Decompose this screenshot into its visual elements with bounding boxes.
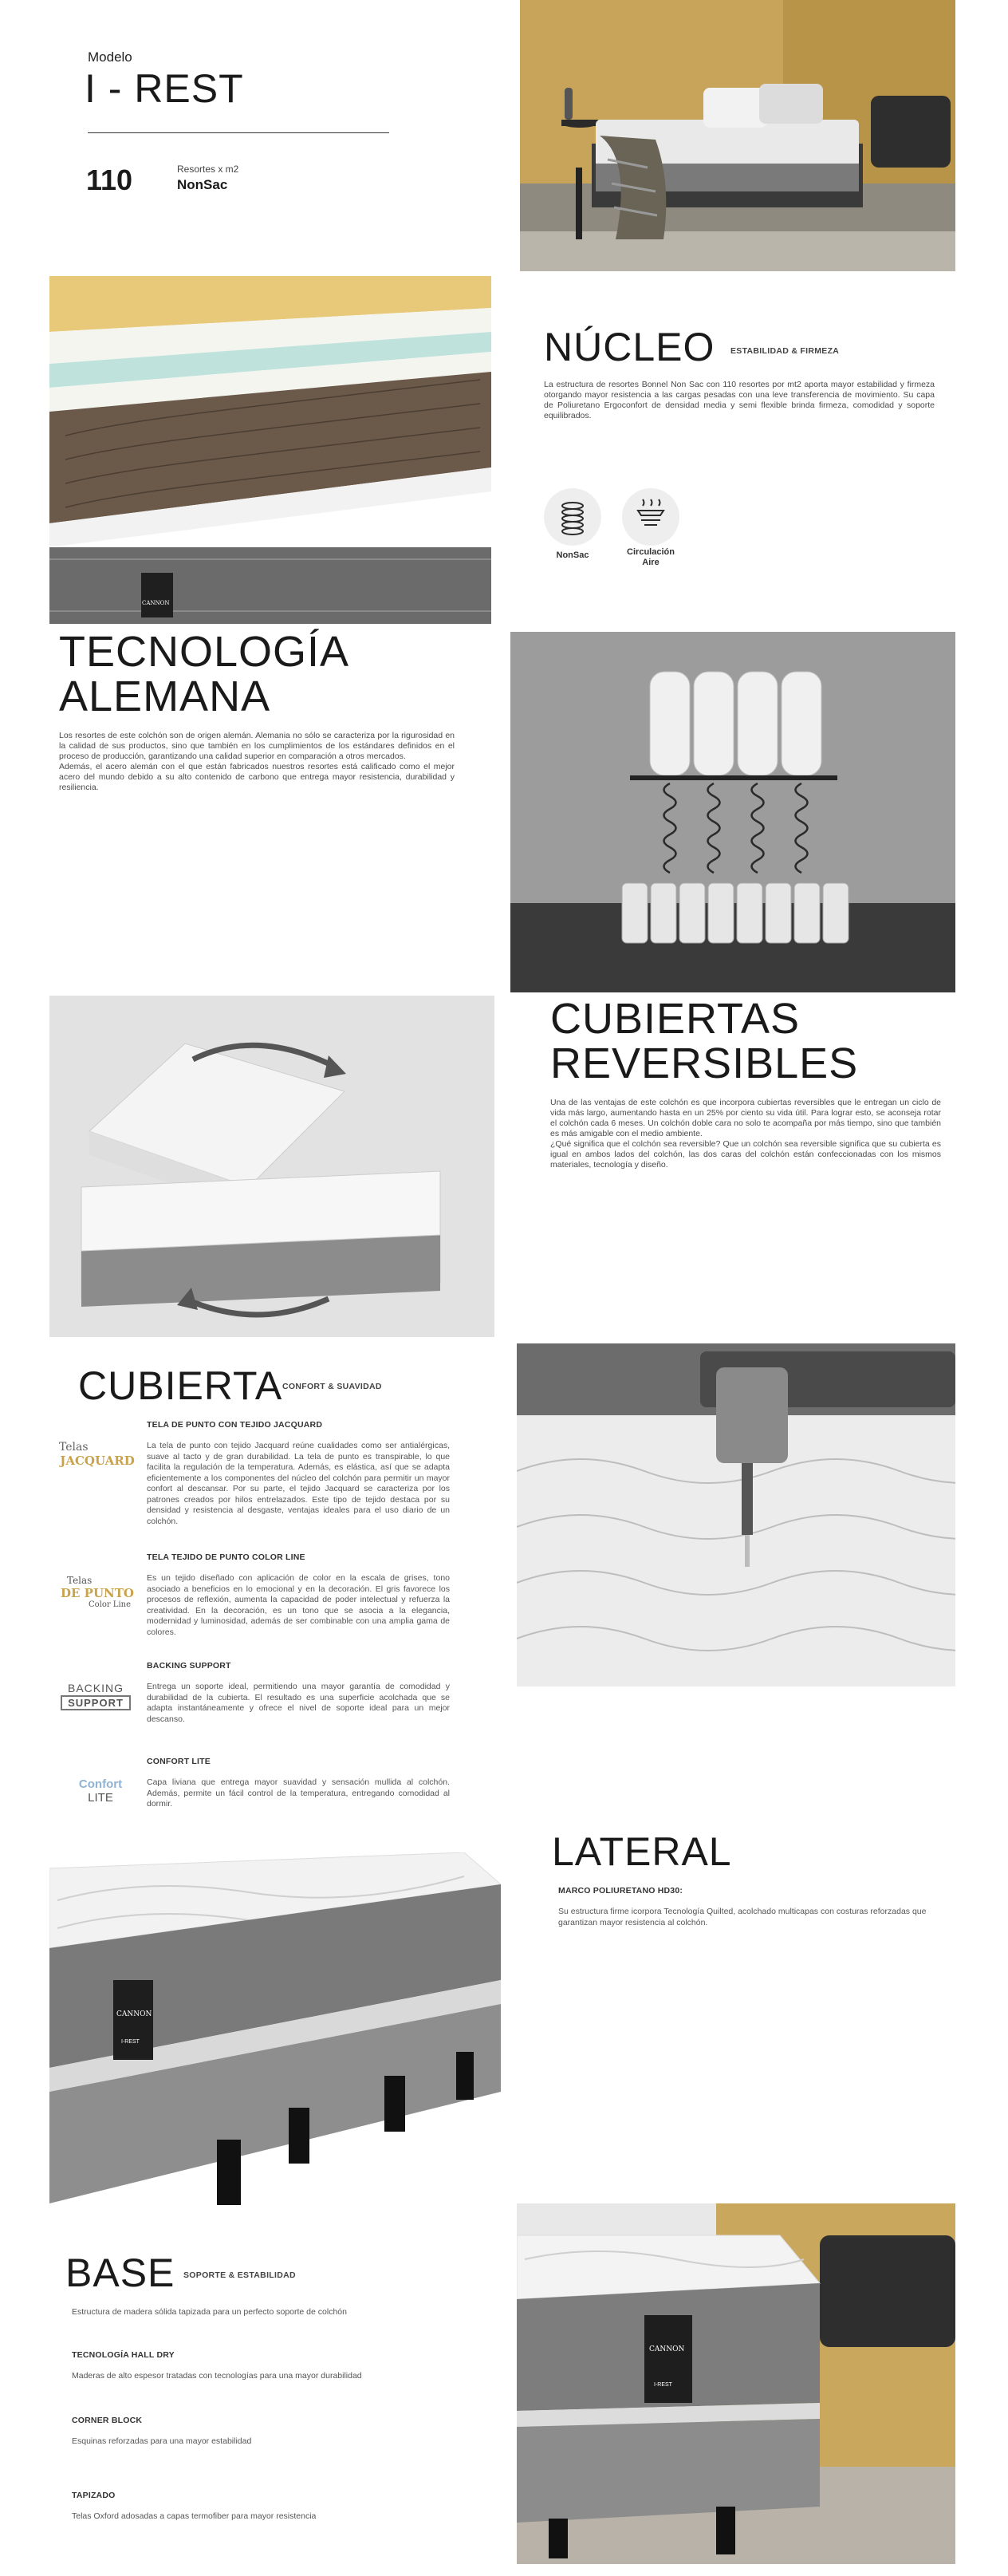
backing-support-logo — [61, 1682, 131, 1710]
base-feature-body-corner: Esquinas reforzadas para una mayor estabilidad — [72, 2436, 252, 2446]
lateral-body: Su estructura firme icorpora Tecnología Quilted, acolchado multicapas con costuras reforzadas que garantizan mayor resistencia al colchón. — [558, 1907, 927, 1927]
logo-line1: Confort — [78, 1777, 123, 1791]
base-feature-heading-hall-dry: TECNOLOGÍA HALL DRY — [72, 2350, 175, 2360]
brand-label-layers: CANNON — [142, 600, 170, 606]
feature-heading-backing: BACKING SUPPORT — [147, 1661, 231, 1671]
lateral-title: LATERAL — [552, 1829, 732, 1874]
base-feature-body-tapizado: Telas Oxford adosadas a capas termofiber para mayor resistencia — [72, 2511, 317, 2521]
tecnologia-title-line1: TECNOLOGÍA — [59, 628, 350, 676]
model-tag-base: I-REST — [654, 2382, 672, 2388]
color-line-logo — [53, 1575, 142, 1609]
feature-heading-jacquard: TELA DE PUNTO CON TEJIDO JACQUARD — [147, 1420, 323, 1430]
feature-body-confort-lite: Capa liviana que entrega mayor suavidad y sensación mullida al colchón. Además, permite un fácil control de la temperatura, entregando comodidad al dormir. — [147, 1777, 450, 1809]
cubiertas-body: Una de las ventajas de este colchón es que incorpora cubiertas reversibles que le entregan un ciclo de vida más largo, aumentando hasta en un 25% por ciento su vida útil. Para lograr esto, se aconseja rotar el colchón cada 6 meses. Un colchón doble cara no solo te acompaña por más tiempo, sino que también es más amigable con el medio ambiente. ¿Qué significa que el colchón sea reversible? Que un colchón sea reversible significa que su cubierta es igual en ambos lados del colchón, las dos caras del colchón están confeccionadas con los mismos materiales, tecnología y diseño. — [550, 1098, 941, 1170]
logo-line1: Telas — [59, 1441, 89, 1454]
cubiertas-title-line2: REVERSIBLES — [550, 1039, 859, 1087]
nucleo-body: La estructura de resortes Bonnel Non Sac con 110 resortes por mt2 aporta mayor estabilidad y firmeza otorgando mayor resistencia a las cargas pesadas con una leve transferencia de movimiento. Su capa de Poliuretano Ergoconfort de densidad media y semi flexible brinda firmeza, comodidad y soporte equilibrados. — [544, 380, 935, 420]
logo-line2: JACQUARD — [60, 1454, 135, 1468]
bedroom-photo — [520, 0, 955, 271]
base-feature-body-hall-dry: Maderas de alto espesor tratadas con tecnologías para una mayor durabilidad — [72, 2371, 362, 2381]
brand-label-base: CANNON — [649, 2345, 685, 2353]
icon-caption-airflow: Circulación Aire — [627, 547, 675, 567]
logo-line1: BACKING — [67, 1682, 124, 1694]
logo-line2: DE PUNTO — [61, 1586, 134, 1600]
jacquard-logo — [53, 1441, 142, 1468]
logo-line1: Telas — [67, 1575, 93, 1586]
logo-line2: SUPPORT — [61, 1695, 131, 1710]
confort-lite-logo — [61, 1777, 140, 1805]
cubiertas-title-line1: CUBIERTAS — [550, 995, 801, 1043]
feature-heading-color-line: TELA TEJIDO DE PUNTO COLOR LINE — [147, 1552, 305, 1562]
feature-heading-confort-lite: CONFORT LITE — [147, 1757, 211, 1766]
tecnologia-body: Los resortes de este colchón son de origen alemán. Alemania no sólo se caracteriza por la rigurosidad en la calidad de sus productos, sino que también en los cumplimientos de los estándares definidos en el proceso de producción, garantizando una calidad superior en comparación a otros mercados. Además, el acero alemán con el que están fabricados nuestros resortes está calificado como el mejor acero del mundo debido a su alto contenido de carbono que entrega mayor resistencia, durabilidad y resiliencia. — [59, 731, 455, 792]
reversible-mattress-photo — [49, 996, 494, 1337]
spring-unit: Resortes x m2 — [177, 164, 239, 175]
model-tag-side: I-REST — [121, 2039, 140, 2045]
air-flow-icon — [622, 488, 679, 546]
german-springs-photo — [510, 632, 955, 992]
cubierta-subtitle: CONFORT & SUAVIDAD — [282, 1382, 382, 1391]
feature-body-backing: Entrega un soporte ideal, permitiendo una mayor garantía de comodidad y durabilidad de la cubierta. El resultado es una superficie acolchada que se adapta instantáneamente y ofrece el nivel de soporte ideal para un mejor descanso. — [147, 1682, 450, 1724]
nucleo-subtitle: ESTABILIDAD & FIRMEZA — [730, 346, 840, 356]
feature-body-jacquard: La tela de punto con tejido Jacquard reúne cualidades como ser antialérgicas, suave al tacto y de gran durabilidad. La tela de punto es transpirable, lo que facilita la regulación de la temperatura. Además, es elástica, así que se adapta eficientemente a los componentes del núcleo del colchón para permitir un mayor confort al descansar. Por su parte, el tejido Jacquard se caracteriza por los patrones creados por hilos entrelazados. Este tipo de tejido destaca por su densidad y resistencia al desgaste, ventajas ideales para el uso diario de un colchón. — [147, 1441, 450, 1526]
cubierta-title: CUBIERTA — [78, 1363, 283, 1408]
base-title: BASE — [65, 2251, 175, 2295]
spring-count: 110 — [86, 164, 133, 196]
coil-spring-icon — [544, 488, 601, 546]
logo-line3: Color Line — [88, 1600, 131, 1609]
lateral-heading: MARCO POLIURETANO HD30: — [558, 1886, 683, 1896]
logo-line2: LITE — [88, 1791, 113, 1805]
icon-caption-nonsac: NonSac — [556, 550, 589, 560]
header-divider — [88, 132, 389, 133]
mattress-layers-photo — [49, 276, 491, 624]
model-name: I - REST — [85, 66, 244, 111]
bed-base-photo — [517, 2203, 955, 2564]
mattress-side-photo — [49, 1852, 501, 2205]
model-label: Modelo — [88, 49, 132, 65]
tecnologia-title-line2: ALEMANA — [59, 673, 271, 720]
feature-body-color-line: Es un tejido diseñado con aplicación de color en la escala de grises, tono asociado a beneficios en lo emocional y en la decoración. El gris favorece los procesos de reflexión, aumenta la capacidad de poder intelectual y refuerza la creatividad. En la decoración, es un tono que se asocia a la elegancia, modernidad y luminosidad, además de ser combinable con una amplia gama de colores. — [147, 1573, 450, 1637]
base-subtitle: SOPORTE & ESTABILIDAD — [183, 2270, 296, 2280]
base-feature-heading-tapizado: TAPIZADO — [72, 2491, 116, 2500]
nucleo-title: NÚCLEO — [544, 325, 715, 369]
base-feature-heading-corner: CORNER BLOCK — [72, 2416, 143, 2425]
spring-type: NonSac — [177, 177, 228, 192]
brand-label-side: CANNON — [116, 2010, 152, 2018]
base-intro: Estructura de madera sólida tapizada para un perfecto soporte de colchón — [72, 2307, 347, 2317]
quilting-machine-photo — [517, 1343, 955, 1686]
